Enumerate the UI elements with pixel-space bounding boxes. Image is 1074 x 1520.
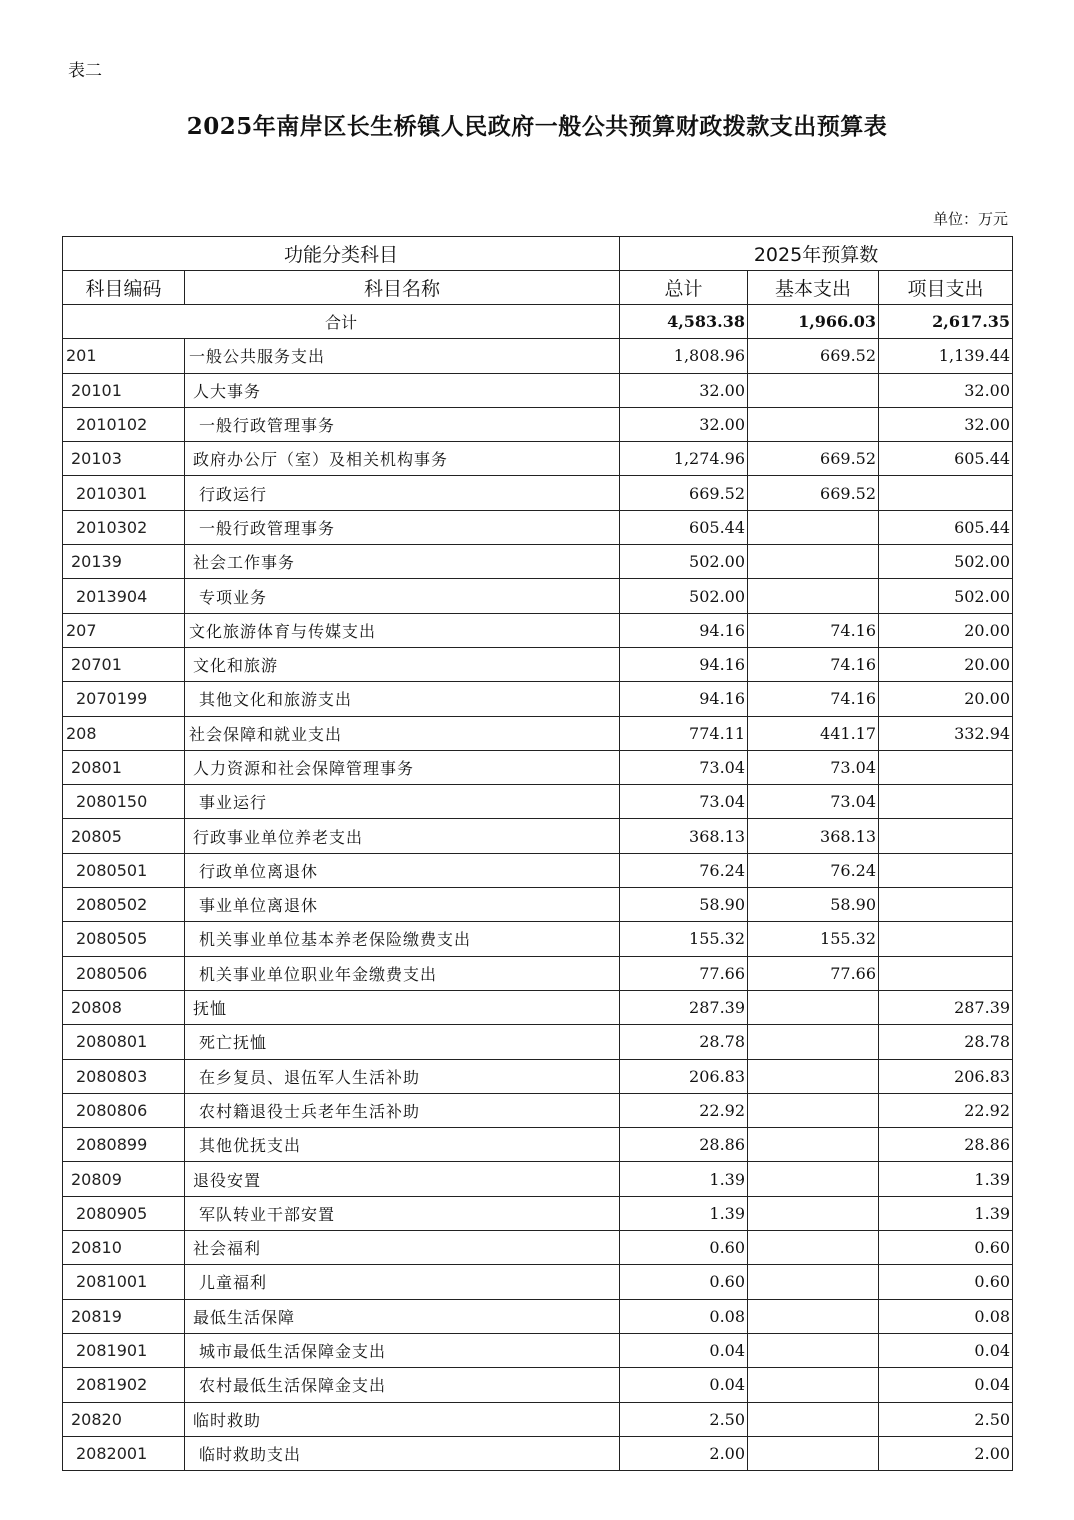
row-basic xyxy=(748,510,879,544)
row-name: 专项业务 xyxy=(185,579,620,613)
row-project xyxy=(879,956,1013,990)
row-code: 2010301 xyxy=(63,476,185,510)
row-name: 一般行政管理事务 xyxy=(185,407,620,441)
row-basic: 669.52 xyxy=(748,476,879,510)
row-project xyxy=(879,853,1013,887)
row-name: 临时救助 xyxy=(185,1402,620,1436)
row-name: 其他文化和旅游支出 xyxy=(185,682,620,716)
table-row xyxy=(63,442,1013,476)
total-label: 合计 xyxy=(63,305,620,339)
row-project: 605.44 xyxy=(879,442,1013,476)
table-row xyxy=(63,853,1013,887)
row-project xyxy=(879,750,1013,784)
table-row xyxy=(63,1162,1013,1196)
row-code: 2080801 xyxy=(63,1025,185,1059)
row-project: 20.00 xyxy=(879,613,1013,647)
table-row xyxy=(63,1265,1013,1299)
row-project: 502.00 xyxy=(879,579,1013,613)
header-basic: 基本支出 xyxy=(748,271,879,305)
row-basic: 74.16 xyxy=(748,647,879,681)
row-code: 20820 xyxy=(63,1402,185,1436)
table-header xyxy=(63,237,1013,305)
row-name: 机关事业单位基本养老保险缴费支出 xyxy=(185,922,620,956)
row-code: 20103 xyxy=(63,442,185,476)
header-project: 项目支出 xyxy=(879,271,1013,305)
row-total: 73.04 xyxy=(620,750,748,784)
row-basic: 76.24 xyxy=(748,853,879,887)
table-row xyxy=(63,510,1013,544)
row-basic xyxy=(748,373,879,407)
row-project xyxy=(879,888,1013,922)
row-name: 社会福利 xyxy=(185,1231,620,1265)
row-code: 2080502 xyxy=(63,888,185,922)
row-code: 2080501 xyxy=(63,853,185,887)
row-code: 208 xyxy=(63,716,185,750)
row-total: 1.39 xyxy=(620,1196,748,1230)
row-total: 0.60 xyxy=(620,1265,748,1299)
row-code: 207 xyxy=(63,613,185,647)
row-name: 在乡复员、退伍军人生活补助 xyxy=(185,1059,620,1093)
table-row xyxy=(63,613,1013,647)
row-project xyxy=(879,476,1013,510)
row-name: 行政事业单位养老支出 xyxy=(185,819,620,853)
document-title: 2025年南岸区长生桥镇人民政府一般公共预算财政拨款支出预算表 xyxy=(186,113,888,140)
row-project: 1,139.44 xyxy=(879,339,1013,373)
row-basic: 74.16 xyxy=(748,613,879,647)
row-name: 人力资源和社会保障管理事务 xyxy=(185,750,620,784)
row-name: 一般行政管理事务 xyxy=(185,510,620,544)
row-name: 事业单位离退休 xyxy=(185,888,620,922)
row-project: 22.92 xyxy=(879,1093,1013,1127)
row-basic: 368.13 xyxy=(748,819,879,853)
row-project xyxy=(879,819,1013,853)
table-row xyxy=(63,1299,1013,1333)
row-code: 2080806 xyxy=(63,1093,185,1127)
row-total: 1.39 xyxy=(620,1162,748,1196)
row-basic xyxy=(748,1231,879,1265)
row-code: 2081902 xyxy=(63,1368,185,1402)
row-project xyxy=(879,785,1013,819)
table-row xyxy=(63,956,1013,990)
row-basic: 74.16 xyxy=(748,682,879,716)
row-code: 2082001 xyxy=(63,1436,185,1470)
row-code: 2010302 xyxy=(63,510,185,544)
row-project: 0.60 xyxy=(879,1265,1013,1299)
row-project: 0.04 xyxy=(879,1368,1013,1402)
header-column-row xyxy=(63,271,1013,305)
row-name: 儿童福利 xyxy=(185,1265,620,1299)
row-basic xyxy=(748,1368,879,1402)
table-row xyxy=(63,990,1013,1024)
table-row xyxy=(63,922,1013,956)
row-basic: 155.32 xyxy=(748,922,879,956)
row-total: 502.00 xyxy=(620,579,748,613)
table-row xyxy=(63,647,1013,681)
row-project: 28.78 xyxy=(879,1025,1013,1059)
row-name: 农村最低生活保障金支出 xyxy=(185,1368,620,1402)
row-basic xyxy=(748,1059,879,1093)
row-basic xyxy=(748,1162,879,1196)
row-total: 1,808.96 xyxy=(620,339,748,373)
row-basic xyxy=(748,990,879,1024)
row-total: 28.86 xyxy=(620,1128,748,1162)
table-row xyxy=(63,1333,1013,1367)
row-project: 605.44 xyxy=(879,510,1013,544)
row-name: 最低生活保障 xyxy=(185,1299,620,1333)
row-project: 28.86 xyxy=(879,1128,1013,1162)
row-code: 20805 xyxy=(63,819,185,853)
row-total: 0.08 xyxy=(620,1299,748,1333)
row-basic xyxy=(748,1402,879,1436)
row-code: 2080905 xyxy=(63,1196,185,1230)
row-basic: 73.04 xyxy=(748,785,879,819)
row-basic xyxy=(748,1436,879,1470)
table-row xyxy=(63,545,1013,579)
table-row xyxy=(63,819,1013,853)
row-basic xyxy=(748,545,879,579)
table-row xyxy=(63,407,1013,441)
row-basic: 77.66 xyxy=(748,956,879,990)
row-basic: 669.52 xyxy=(748,442,879,476)
row-code: 20139 xyxy=(63,545,185,579)
row-project: 20.00 xyxy=(879,682,1013,716)
table-row xyxy=(63,1128,1013,1162)
row-project: 0.04 xyxy=(879,1333,1013,1367)
row-project xyxy=(879,922,1013,956)
row-code: 2081901 xyxy=(63,1333,185,1367)
row-basic: 441.17 xyxy=(748,716,879,750)
row-total: 77.66 xyxy=(620,956,748,990)
row-name: 行政单位离退休 xyxy=(185,853,620,887)
row-project: 1.39 xyxy=(879,1196,1013,1230)
row-total: 28.78 xyxy=(620,1025,748,1059)
row-basic xyxy=(748,1093,879,1127)
row-name: 其他优抚支出 xyxy=(185,1128,620,1162)
total-sum: 4,583.38 xyxy=(620,305,748,339)
table-label: 表二 xyxy=(68,61,102,81)
row-project: 32.00 xyxy=(879,373,1013,407)
row-project: 2.50 xyxy=(879,1402,1013,1436)
table-row xyxy=(63,1402,1013,1436)
header-group-row xyxy=(63,237,1013,271)
total-row xyxy=(63,305,1013,339)
row-project: 32.00 xyxy=(879,407,1013,441)
row-project: 0.08 xyxy=(879,1299,1013,1333)
table-row xyxy=(63,1196,1013,1230)
row-basic xyxy=(748,1333,879,1367)
row-name: 文化和旅游 xyxy=(185,647,620,681)
row-name: 社会工作事务 xyxy=(185,545,620,579)
row-basic xyxy=(748,407,879,441)
row-basic: 58.90 xyxy=(748,888,879,922)
table-row xyxy=(63,785,1013,819)
row-total: 32.00 xyxy=(620,373,748,407)
row-project: 502.00 xyxy=(879,545,1013,579)
row-name: 人大事务 xyxy=(185,373,620,407)
table-row xyxy=(63,682,1013,716)
row-name: 临时救助支出 xyxy=(185,1436,620,1470)
table-row xyxy=(63,1093,1013,1127)
table-row xyxy=(63,579,1013,613)
row-code: 2080899 xyxy=(63,1128,185,1162)
row-basic xyxy=(748,1196,879,1230)
row-basic xyxy=(748,1128,879,1162)
header-code: 科目编码 xyxy=(63,271,185,305)
table-row xyxy=(63,373,1013,407)
row-name: 农村籍退役士兵老年生活补助 xyxy=(185,1093,620,1127)
row-name: 一般公共服务支出 xyxy=(185,339,620,373)
row-name: 军队转业干部安置 xyxy=(185,1196,620,1230)
row-basic: 73.04 xyxy=(748,750,879,784)
table-row xyxy=(63,1368,1013,1402)
row-name: 事业运行 xyxy=(185,785,620,819)
row-code: 20101 xyxy=(63,373,185,407)
row-code: 2080150 xyxy=(63,785,185,819)
row-project: 206.83 xyxy=(879,1059,1013,1093)
row-name: 机关事业单位职业年金缴费支出 xyxy=(185,956,620,990)
table-row xyxy=(63,1025,1013,1059)
row-name: 城市最低生活保障金支出 xyxy=(185,1333,620,1367)
row-total: 0.60 xyxy=(620,1231,748,1265)
table-row xyxy=(63,1436,1013,1470)
header-name: 科目名称 xyxy=(185,271,620,305)
row-total: 155.32 xyxy=(620,922,748,956)
header-total: 总计 xyxy=(620,271,748,305)
row-code: 20810 xyxy=(63,1231,185,1265)
row-code: 201 xyxy=(63,339,185,373)
row-code: 2070199 xyxy=(63,682,185,716)
row-total: 368.13 xyxy=(620,819,748,853)
row-basic xyxy=(748,1265,879,1299)
table-row xyxy=(63,750,1013,784)
row-total: 206.83 xyxy=(620,1059,748,1093)
row-code: 2010102 xyxy=(63,407,185,441)
row-basic xyxy=(748,579,879,613)
row-name: 死亡抚恤 xyxy=(185,1025,620,1059)
row-name: 文化旅游体育与传媒支出 xyxy=(185,613,620,647)
row-name: 政府办公厅（室）及相关机构事务 xyxy=(185,442,620,476)
row-total: 0.04 xyxy=(620,1368,748,1402)
row-project: 20.00 xyxy=(879,647,1013,681)
row-total: 2.00 xyxy=(620,1436,748,1470)
table-row xyxy=(63,1059,1013,1093)
total-project: 2,617.35 xyxy=(879,305,1013,339)
row-code: 2013904 xyxy=(63,579,185,613)
row-basic xyxy=(748,1025,879,1059)
table-row xyxy=(63,339,1013,373)
table-row xyxy=(63,888,1013,922)
row-total: 287.39 xyxy=(620,990,748,1024)
row-total: 605.44 xyxy=(620,510,748,544)
row-code: 20701 xyxy=(63,647,185,681)
row-code: 20809 xyxy=(63,1162,185,1196)
unit-label: 单位：万元 xyxy=(932,210,1008,228)
row-code: 20819 xyxy=(63,1299,185,1333)
row-project: 0.60 xyxy=(879,1231,1013,1265)
total-basic: 1,966.03 xyxy=(748,305,879,339)
row-total: 22.92 xyxy=(620,1093,748,1127)
row-total: 1,274.96 xyxy=(620,442,748,476)
row-basic xyxy=(748,1299,879,1333)
row-project: 287.39 xyxy=(879,990,1013,1024)
row-total: 73.04 xyxy=(620,785,748,819)
row-project: 1.39 xyxy=(879,1162,1013,1196)
row-total: 94.16 xyxy=(620,613,748,647)
header-budget-group: 2025年预算数 xyxy=(620,237,1013,271)
row-total: 502.00 xyxy=(620,545,748,579)
row-total: 2.50 xyxy=(620,1402,748,1436)
header-function-group: 功能分类科目 xyxy=(63,237,620,271)
table-row xyxy=(63,476,1013,510)
row-name: 社会保障和就业支出 xyxy=(185,716,620,750)
row-project: 2.00 xyxy=(879,1436,1013,1470)
row-code: 2080506 xyxy=(63,956,185,990)
row-total: 774.11 xyxy=(620,716,748,750)
row-code: 2081001 xyxy=(63,1265,185,1299)
row-total: 76.24 xyxy=(620,853,748,887)
row-name: 行政运行 xyxy=(185,476,620,510)
row-code: 20808 xyxy=(63,990,185,1024)
row-total: 94.16 xyxy=(620,647,748,681)
table-row xyxy=(63,716,1013,750)
budget-table xyxy=(62,236,1013,1471)
row-total: 58.90 xyxy=(620,888,748,922)
row-total: 32.00 xyxy=(620,407,748,441)
row-basic: 669.52 xyxy=(748,339,879,373)
row-code: 20801 xyxy=(63,750,185,784)
row-code: 2080803 xyxy=(63,1059,185,1093)
row-total: 669.52 xyxy=(620,476,748,510)
row-total: 94.16 xyxy=(620,682,748,716)
row-code: 2080505 xyxy=(63,922,185,956)
row-project: 332.94 xyxy=(879,716,1013,750)
table-row xyxy=(63,1231,1013,1265)
table-body xyxy=(63,305,1013,1471)
row-total: 0.04 xyxy=(620,1333,748,1367)
row-name: 抚恤 xyxy=(185,990,620,1024)
row-name: 退役安置 xyxy=(185,1162,620,1196)
